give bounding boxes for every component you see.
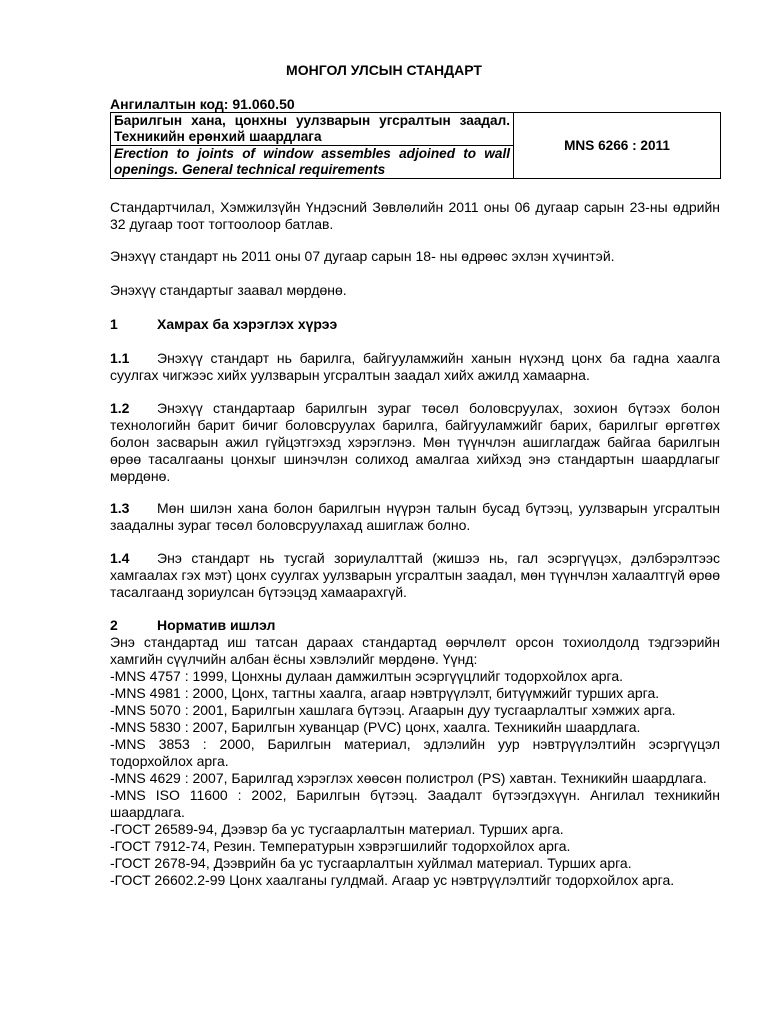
clause-1-4	[110, 550, 720, 601]
clause-text: Энэхүү стандартаар барилгын зураг төсөл боловсруулах, зохион бүтээх болон технологийн барит бичиг боловсруулах барилга, байгууламжийг барих, барилгыг өргөтгөх болон засварын ажил гүйцэтгэхэд хэрэглэнэ. Мөн түүнчлэн ашиглагдаж байгаа барилгын өрөө тасалгааны цонхыг шинэчлэн солиход амалгаа хийхэд энэ стандартын шаардлагыг мөрдөнө.	[110, 400, 720, 484]
clause-1-1	[110, 350, 720, 384]
section-2-heading	[110, 617, 720, 634]
reference-item: -MNS 3853 : 2000, Барилгын материал, эдлэлийн уур нэвтрүүлэлтийн эсэргүүцэл тодорхойлох арга.	[110, 736, 720, 769]
clause-number: 1.4	[110, 550, 130, 566]
clause-1-3	[110, 500, 720, 534]
clause-number: 1.2	[110, 400, 130, 416]
reference-item: -ГОСТ 2678-94, Дээврийн ба ус тусгаарлалтын хуйлмал материал. Турших арга.	[110, 855, 632, 871]
section-title: Хамрах ба хэрэглэх хүрээ	[157, 316, 338, 332]
reference-item: -MNS 5070 : 2001, Барилгын хашлага бүтээц. Агаарын дуу тусгаарлалтыг хэмжих арга.	[110, 702, 676, 718]
section-1-heading	[110, 316, 720, 333]
reference-item: -MNS 5830 : 2007, Барилгын хуванцар (PVC) цонх, хаалга. Техникийн шаардлага.	[110, 719, 641, 735]
title-english: Erection to joints of window assembles adjoined to wall openings. General technical requirements	[111, 146, 514, 179]
reference-item: -ГОСТ 7912-74, Резин. Температурын хэврэгшилийг тодорхойлох арга.	[110, 838, 571, 854]
section-number: 2	[110, 617, 118, 633]
clause-text: Мөн шилэн хана болон барилгын нүүрэн талын бусад бүтээц, уулзварын угсралтын заадалны зураг төсөл боловсруулахад ашиглаж болно.	[110, 500, 720, 533]
reference-item: -MNS 4629 : 2007, Барилгад хэрэглэх хөөсөн полистрол (PS) хавтан. Техникийн шаардлага.	[110, 770, 707, 786]
classification-code: Ангилалтын код: 91.060.50	[110, 96, 295, 112]
reference-item: -MNS 4981 : 2000, Цонх, тагтны хаалга, агаар нэвтрүүлэлт, битүүмжийг турших арга.	[110, 685, 660, 701]
reference-item: -ГОСТ 26602.2-99 Цонх хаалганы гулдмай. Агаар ус нэвтрүүлэлтийг тодорхойлох арга.	[110, 872, 675, 888]
section-title: Норматив ишлэл	[157, 617, 276, 633]
normative-intro: Энэ стандартад иш татсан дараах стандартад өөрчлөлт орсон тохиолдолд тэдгээрийн хамгийн сүүлчийн албан ёсны хэвлэлийг мөрдөнө. Үүнд:	[110, 634, 720, 667]
reference-item: -MNS 4757 : 1999, Цонхны дулаан дамжилтын эсэргүүцлийг тодорхойлох арга.	[110, 668, 624, 684]
standard-number: MNS 6266 : 2011	[514, 113, 721, 179]
document-title: МОНГОЛ УЛСЫН СТАНДАРТ	[286, 62, 482, 78]
title-mongolian: Барилгын хана, цонхны уулзварын угсралтын заадал. Техникийн ерөнхий шаардлага	[111, 113, 514, 146]
mandatory-paragraph: Энэхүү стандартыг заавал мөрдөнө.	[110, 282, 347, 298]
reference-item: -ГОСТ 26589-94, Дээвэр ба ус тусгаарлалтын материал. Турших арга.	[110, 821, 564, 837]
effective-date-paragraph: Энэхүү стандарт нь 2011 оны 07 дугаар сарын 18- ны өдрөөс эхлэн хүчинтэй.	[110, 248, 615, 264]
reference-list	[110, 668, 720, 889]
reference-item: -MNS ISO 11600 : 2002, Барилгын бүтээц. Заадалт бүтээгдэхүүн. Ангилал техникийн шаардлага.	[110, 787, 720, 820]
clause-number: 1.3	[110, 500, 130, 516]
clause-number: 1.1	[110, 350, 130, 366]
clause-text: Энэ стандарт нь тусгай зориулалттай (жишээ нь, гал эсэргүүцэх, дэлбэрэлтээс хамгаалах гэх мэт) цонх суулгах уулзварын угсралтын заадал, мөн түүнчлэн халаалтгүй өрөө тасалгаанд зориулсан бүтээцэд хамаарахгүй.	[110, 550, 720, 600]
standard-header-table	[110, 112, 721, 179]
clause-text: Энэхүү стандарт нь барилга, байгууламжийн ханын нүхэнд цонх ба гадна хаалга суулгах чигжээс хийх уулзварын угсралтын заадал хийх ажилд хамаарна.	[110, 350, 720, 383]
clause-1-2	[110, 400, 720, 485]
section-number: 1	[110, 316, 118, 332]
approval-paragraph: Стандартчилал, Хэмжилзүйн Үндэсний Зөвлөлийн 2011 оны 06 дугаар сарын 23-ны өдрийн 32 дугаар тоот тогтоолоор батлав.	[110, 199, 720, 232]
